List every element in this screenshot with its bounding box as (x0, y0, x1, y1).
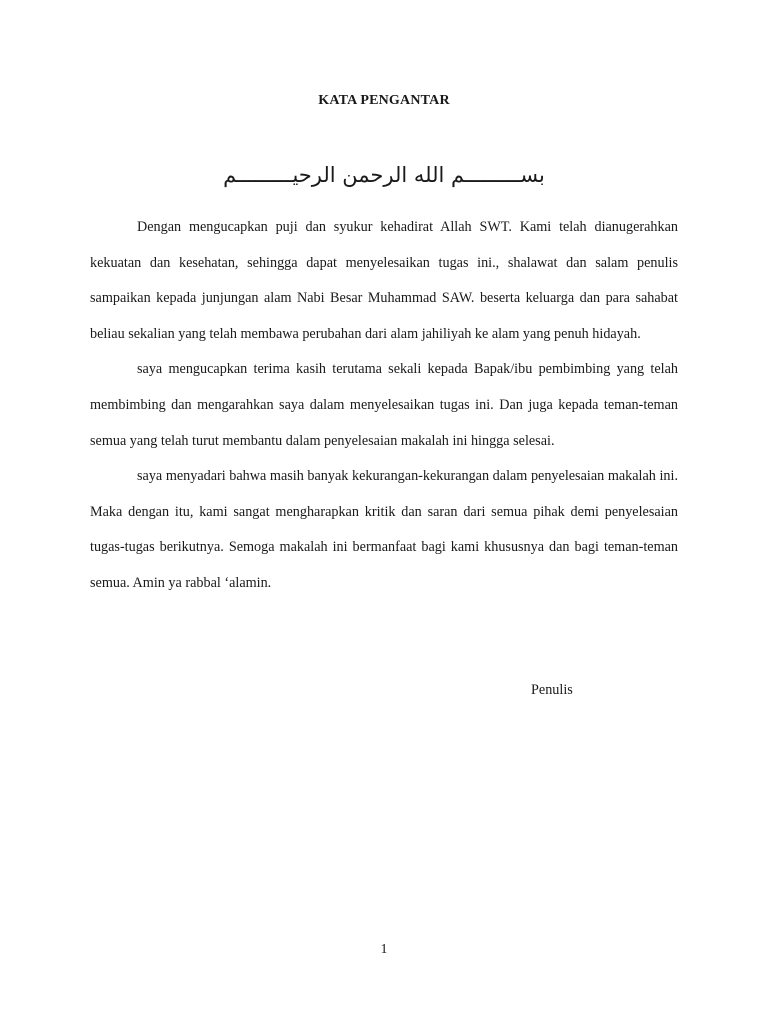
document-body (90, 210, 678, 602)
paragraph-1: Dengan mengucapkan puji dan syukur kehadirat Allah SWT. Kami telah dianugerahkan kekuatan dan kesehatan, sehingga dapat menyelesaikan tugas ini., shalawat dan salam penulis sampaikan kepada junjungan alam Nabi Besar Muhammad SAW. beserta keluarga dan para sahabat beliau sekalian yang telah membawa perubahan dari alam jahiliyah ke alam yang penuh hidayah. (90, 219, 678, 342)
paragraph-2: saya mengucapkan terima kasih terutama sekali kepada Bapak/ibu pembimbing yang telah membimbing dan mengarahkan saya dalam menyelesaikan tugas ini. Dan juga kepada teman-teman semua yang telah turut membantu dalam penyelesaian makalah ini hingga selesai. (90, 361, 678, 449)
page-number: 1 (380, 942, 388, 957)
author-signature: Penulis (531, 682, 573, 698)
basmala-heading: بســـــــــم الله الرحمن الرحيـــــــــم (223, 163, 545, 187)
page-title: KATA PENGANTAR (318, 93, 450, 108)
paragraph-3: saya menyadari bahwa masih banyak kekurangan-kekurangan dalam penyelesaian makalah ini. Maka dengan itu, kami sangat mengharapkan kritik dan saran dari semua pihak demi penyelesaian tugas-tugas berikutnya. Semoga makalah ini bermanfaat bagi kami khususnya dan bagi teman-teman semua. Amin ya rabbal ‘alamin. (90, 468, 678, 591)
